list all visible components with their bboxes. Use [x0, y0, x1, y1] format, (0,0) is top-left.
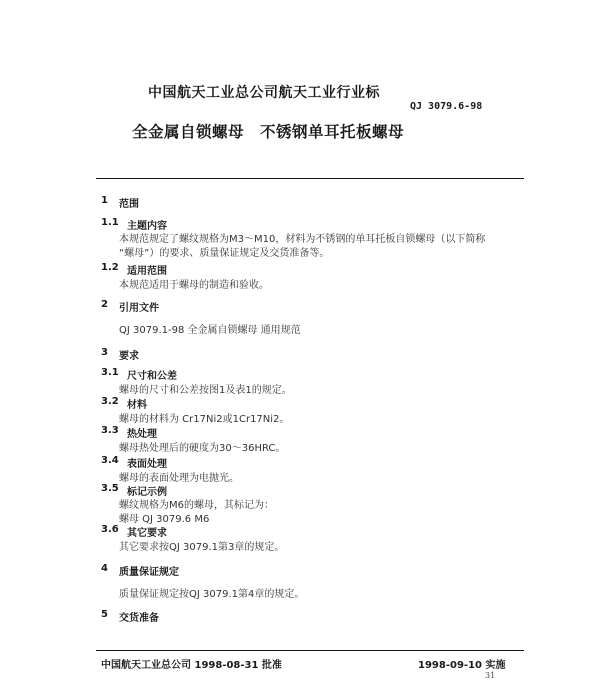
section-heading: 范围	[119, 199, 139, 210]
section-heading: 适用范围	[127, 266, 167, 277]
marking-example: 螺母 QJ 3079.6 M6	[119, 514, 210, 525]
bottom-divider	[96, 650, 524, 651]
section-text: 本规范规定了螺纹规格为M3～M10，材料为不锈钢的单耳托板自锁螺母（以下简称	[119, 234, 486, 245]
section-heading: 材料	[127, 400, 147, 411]
section-heading: 表面处理	[127, 459, 167, 470]
section-text: 其它要求按QJ 3079.1第3章的规定。	[119, 542, 285, 553]
section-number: 1	[101, 195, 108, 206]
implementation-date: 1998-09-10 实施	[418, 660, 506, 671]
section-number: 3	[101, 347, 108, 358]
section-heading: 热处理	[127, 429, 157, 440]
section-heading: 引用文件	[119, 303, 159, 314]
section-heading: 尺寸和公差	[127, 371, 177, 382]
section-heading: 质量保证规定	[119, 567, 179, 578]
section-number: 2	[101, 299, 108, 310]
section-text: 螺母热处理后的硬度为30～36HRC。	[119, 443, 286, 454]
section-heading: 交货准备	[119, 613, 159, 624]
section-number: 3.5	[101, 483, 119, 494]
section-number: 3.2	[101, 396, 119, 407]
reference-document: QJ 3079.1-98 全金属自锁螺母 通用规范	[119, 325, 301, 336]
section-heading: 主题内容	[127, 221, 167, 232]
section-number: 1.1	[101, 217, 119, 228]
section-text: “螺母”）的要求、质量保证规定及交货准备等。	[119, 248, 330, 259]
section-number: 3.3	[101, 425, 119, 436]
standard-code: QJ 3079.6-98	[410, 101, 483, 112]
section-number: 1.2	[101, 262, 119, 273]
section-heading: 标记示例	[127, 487, 167, 498]
section-text: 螺纹规格为M6的螺母，其标记为：	[119, 500, 274, 511]
section-heading: 要求	[119, 351, 139, 362]
top-divider	[96, 178, 524, 179]
document-title: 全金属自锁螺母 不锈钢单耳托板螺母	[132, 123, 405, 141]
section-text: 螺母的表面处理为电抛光。	[119, 473, 239, 484]
section-number: 3.6	[101, 524, 119, 535]
section-number: 4	[101, 563, 108, 574]
section-number: 5	[101, 609, 108, 620]
section-text: 螺母的材料为 Cr17Ni2或1Cr17Ni2。	[119, 414, 290, 425]
section-text: 质量保证规定按QJ 3079.1第4章的规定。	[119, 589, 305, 600]
section-text: 螺母的尺寸和公差按图1及表1的规定。	[119, 385, 292, 396]
section-number: 3.4	[101, 455, 119, 466]
section-text: 本规范适用于螺母的制造和验收。	[119, 280, 269, 291]
section-heading: 其它要求	[127, 528, 167, 539]
approval-line: 中国航天工业总公司 1998-08-31 批准	[101, 660, 282, 671]
issuing-organization: 中国航天工业总公司航天工业行业标	[148, 85, 380, 101]
page-number: 31	[485, 671, 496, 680]
section-number: 3.1	[101, 367, 119, 378]
